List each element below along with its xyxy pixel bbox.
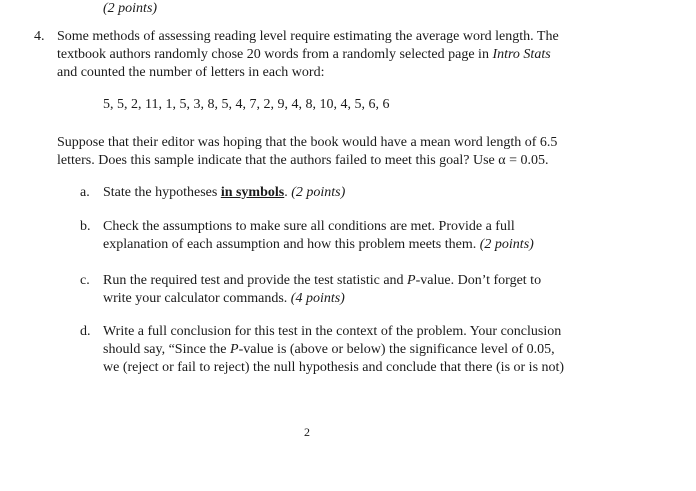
part-a-emphasis: in symbols	[220, 185, 285, 200]
data-values: 5, 5, 2, 11, 1, 5, 3, 8, 5, 4, 7, 2, 9, 4, 8, 10, 4, 5, 6, 6	[103, 97, 390, 112]
question-line-2	[57, 46, 551, 64]
part-b-line-1: Check the assumptions to make sure all conditions are met. Provide a full	[103, 219, 515, 234]
part-d-line-2	[103, 341, 555, 359]
part-c-p: P	[407, 273, 416, 288]
part-c-line-2-text: write your calculator commands.	[103, 291, 291, 306]
question-line-3: and counted the number of letters in each word:	[57, 65, 325, 80]
prompt-line-1: Suppose that their editor was hoping that the book would have a mean word length of 6.5	[57, 135, 558, 150]
part-b-points: (2 points)	[479, 237, 534, 252]
part-d-line-1: Write a full conclusion for this test in the context of the problem. Your conclusion	[103, 324, 562, 339]
part-a-label: a.	[80, 185, 90, 200]
question-line-2-text: textbook authors randomly chose 20 words from a randomly selected page in	[57, 47, 493, 62]
part-c-line-2	[103, 290, 345, 308]
part-b-label: b.	[80, 219, 91, 234]
part-d-line-3: we (reject or fail to reject) the null hypothesis and conclude that there (is or is not)	[103, 360, 565, 375]
part-d-label: d.	[80, 324, 91, 339]
part-b-line-2	[103, 236, 534, 254]
part-c-points: (4 points)	[290, 291, 345, 306]
page-number: 2	[304, 425, 310, 439]
part-a-text	[103, 184, 345, 202]
part-d-p: P	[230, 342, 239, 357]
prompt-line-2: letters. Does this sample indicate that the authors failed to meet this goal? Use α = 0.05.	[57, 153, 549, 168]
part-c-label: c.	[80, 273, 90, 288]
part-a-points: (2 points)	[291, 185, 346, 200]
part-a-punct: .	[284, 185, 292, 200]
part-c-line-1b: -value. Don’t forget to	[415, 273, 542, 288]
previous-points-fragment: (2 points)	[103, 1, 158, 16]
question-line-1: Some methods of assessing reading level require estimating the average word length. The	[57, 29, 559, 44]
part-c-line-1	[103, 272, 541, 290]
part-d-line-2a: should say, “Since the	[103, 342, 231, 357]
part-a-body: State the hypotheses	[103, 185, 221, 200]
part-d-line-2b: -value is (above or below) the significance level of 0.05,	[238, 342, 555, 357]
question-number: 4.	[34, 29, 45, 44]
part-b-line-2-text: explanation of each assumption and how this problem meets them.	[103, 237, 480, 252]
book-title: Intro Stats	[492, 47, 551, 62]
part-c-line-1a: Run the required test and provide the test statistic and	[103, 273, 408, 288]
